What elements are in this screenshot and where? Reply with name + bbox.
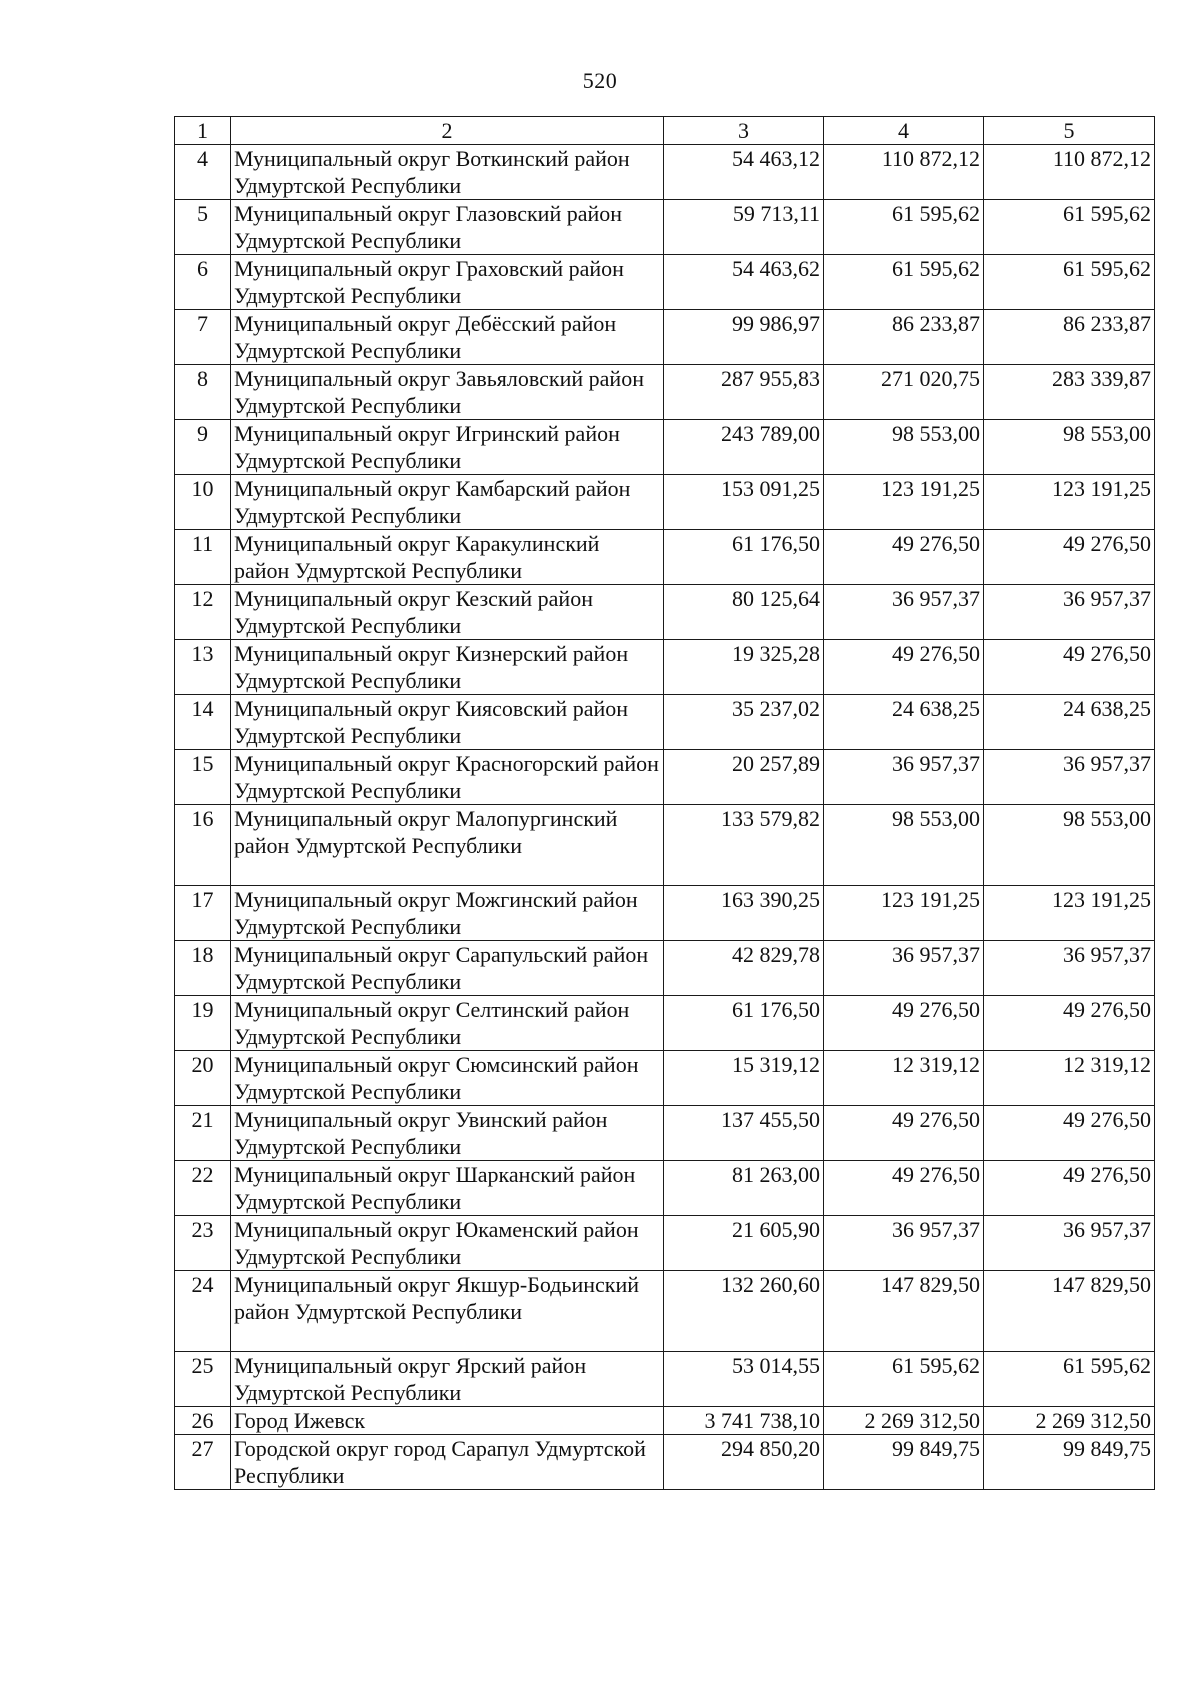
row-number: 21	[175, 1106, 231, 1161]
value-column-5: 49 276,50	[984, 996, 1155, 1051]
value-column-4: 110 872,12	[824, 145, 984, 200]
municipality-name: Муниципальный округ Малопургинский район Удмуртской Республики	[231, 805, 664, 886]
municipality-name: Муниципальный округ Юкаменский район Удмуртской Республики	[231, 1216, 664, 1271]
value-column-5: 99 849,75	[984, 1435, 1155, 1490]
table-row	[175, 996, 1155, 1051]
row-number: 12	[175, 585, 231, 640]
value-column-5: 49 276,50	[984, 640, 1155, 695]
municipality-name: Муниципальный округ Сюмсинский район Удмуртской Республики	[231, 1051, 664, 1106]
value-column-5: 61 595,62	[984, 1352, 1155, 1407]
municipality-name: Муниципальный округ Каракулинский район Удмуртской Республики	[231, 530, 664, 585]
value-column-3: 153 091,25	[664, 475, 824, 530]
value-column-3: 133 579,82	[664, 805, 824, 886]
table-row	[175, 1161, 1155, 1216]
value-column-4: 36 957,37	[824, 585, 984, 640]
value-column-3: 243 789,00	[664, 420, 824, 475]
value-column-5: 147 829,50	[984, 1271, 1155, 1352]
table-row	[175, 941, 1155, 996]
municipality-name: Городской округ город Сарапул Удмуртской Республики	[231, 1435, 664, 1490]
row-number: 10	[175, 475, 231, 530]
column-header-1: 1	[175, 117, 231, 145]
municipality-name: Муниципальный округ Камбарский район Удмуртской Республики	[231, 475, 664, 530]
table-row	[175, 310, 1155, 365]
value-column-3: 15 319,12	[664, 1051, 824, 1106]
value-column-3: 163 390,25	[664, 886, 824, 941]
municipality-name: Муниципальный округ Селтинский район Удмуртской Республики	[231, 996, 664, 1051]
value-column-3: 294 850,20	[664, 1435, 824, 1490]
row-number: 5	[175, 200, 231, 255]
table-header-row	[175, 117, 1155, 145]
value-column-5: 2 269 312,50	[984, 1407, 1155, 1435]
value-column-3: 54 463,62	[664, 255, 824, 310]
value-column-4: 36 957,37	[824, 941, 984, 996]
value-column-4: 99 849,75	[824, 1435, 984, 1490]
value-column-4: 2 269 312,50	[824, 1407, 984, 1435]
row-number: 17	[175, 886, 231, 941]
value-column-5: 36 957,37	[984, 941, 1155, 996]
row-number: 7	[175, 310, 231, 365]
municipality-name: Муниципальный округ Глазовский район Удмуртской Республики	[231, 200, 664, 255]
table-row	[175, 695, 1155, 750]
municipality-name: Муниципальный округ Кезский район Удмуртской Республики	[231, 585, 664, 640]
value-column-5: 36 957,37	[984, 585, 1155, 640]
value-column-5: 123 191,25	[984, 475, 1155, 530]
value-column-4: 61 595,62	[824, 1352, 984, 1407]
municipality-name: Муниципальный округ Граховский район Удмуртской Республики	[231, 255, 664, 310]
table-row	[175, 365, 1155, 420]
value-column-4: 86 233,87	[824, 310, 984, 365]
value-column-5: 24 638,25	[984, 695, 1155, 750]
value-column-3: 21 605,90	[664, 1216, 824, 1271]
value-column-3: 35 237,02	[664, 695, 824, 750]
row-number: 27	[175, 1435, 231, 1490]
municipality-name: Город Ижевск	[231, 1407, 664, 1435]
row-number: 13	[175, 640, 231, 695]
page-number: 520	[582, 68, 618, 93]
value-column-3: 53 014,55	[664, 1352, 824, 1407]
value-column-4: 49 276,50	[824, 1106, 984, 1161]
municipality-name: Муниципальный округ Завьяловский район Удмуртской Республики	[231, 365, 664, 420]
value-column-5: 123 191,25	[984, 886, 1155, 941]
row-number: 19	[175, 996, 231, 1051]
value-column-5: 98 553,00	[984, 420, 1155, 475]
municipality-name: Муниципальный округ Киясовский район Удмуртской Республики	[231, 695, 664, 750]
value-column-3: 42 829,78	[664, 941, 824, 996]
table-row	[175, 640, 1155, 695]
value-column-4: 36 957,37	[824, 1216, 984, 1271]
table-row	[175, 585, 1155, 640]
value-column-4: 49 276,50	[824, 1161, 984, 1216]
row-number: 20	[175, 1051, 231, 1106]
value-column-5: 12 319,12	[984, 1051, 1155, 1106]
table-row	[175, 750, 1155, 805]
value-column-4: 123 191,25	[824, 886, 984, 941]
value-column-4: 147 829,50	[824, 1271, 984, 1352]
value-column-4: 271 020,75	[824, 365, 984, 420]
column-header-3: 3	[664, 117, 824, 145]
row-number: 18	[175, 941, 231, 996]
table-row	[175, 1352, 1155, 1407]
table-row	[175, 805, 1155, 886]
table-row	[175, 420, 1155, 475]
table-row	[175, 145, 1155, 200]
municipality-name: Муниципальный округ Красногорский район Удмуртской Республики	[231, 750, 664, 805]
row-number: 23	[175, 1216, 231, 1271]
value-column-3: 59 713,11	[664, 200, 824, 255]
value-column-4: 61 595,62	[824, 200, 984, 255]
row-number: 24	[175, 1271, 231, 1352]
value-column-5: 49 276,50	[984, 530, 1155, 585]
row-number: 22	[175, 1161, 231, 1216]
value-column-4: 36 957,37	[824, 750, 984, 805]
data-table	[174, 116, 1155, 1490]
value-column-5: 49 276,50	[984, 1106, 1155, 1161]
row-number: 26	[175, 1407, 231, 1435]
municipality-name: Муниципальный округ Якшур-Бодьинский район Удмуртской Республики	[231, 1271, 664, 1352]
value-column-5: 110 872,12	[984, 145, 1155, 200]
value-column-4: 61 595,62	[824, 255, 984, 310]
column-header-5: 5	[984, 117, 1155, 145]
row-number: 11	[175, 530, 231, 585]
table-row	[175, 1216, 1155, 1271]
table-row	[175, 1435, 1155, 1490]
table-row	[175, 886, 1155, 941]
value-column-3: 54 463,12	[664, 145, 824, 200]
municipality-name: Муниципальный округ Ярский район Удмуртской Республики	[231, 1352, 664, 1407]
row-number: 4	[175, 145, 231, 200]
value-column-3: 137 455,50	[664, 1106, 824, 1161]
value-column-4: 49 276,50	[824, 530, 984, 585]
table-row	[175, 255, 1155, 310]
table-row	[175, 1051, 1155, 1106]
municipality-name: Муниципальный округ Можгинский район Удмуртской Республики	[231, 886, 664, 941]
value-column-3: 19 325,28	[664, 640, 824, 695]
value-column-5: 61 595,62	[984, 255, 1155, 310]
row-number: 9	[175, 420, 231, 475]
value-column-5: 98 553,00	[984, 805, 1155, 886]
value-column-4: 98 553,00	[824, 805, 984, 886]
value-column-3: 80 125,64	[664, 585, 824, 640]
value-column-4: 49 276,50	[824, 640, 984, 695]
value-column-5: 36 957,37	[984, 1216, 1155, 1271]
value-column-3: 3 741 738,10	[664, 1407, 824, 1435]
value-column-3: 61 176,50	[664, 530, 824, 585]
value-column-3: 99 986,97	[664, 310, 824, 365]
column-header-2: 2	[231, 117, 664, 145]
table-row	[175, 1271, 1155, 1352]
value-column-3: 20 257,89	[664, 750, 824, 805]
row-number: 14	[175, 695, 231, 750]
value-column-4: 98 553,00	[824, 420, 984, 475]
value-column-5: 283 339,87	[984, 365, 1155, 420]
value-column-3: 61 176,50	[664, 996, 824, 1051]
value-column-5: 49 276,50	[984, 1161, 1155, 1216]
table-row	[175, 1407, 1155, 1435]
table-row	[175, 530, 1155, 585]
municipality-name: Муниципальный округ Кизнерский район Удмуртской Республики	[231, 640, 664, 695]
municipality-name: Муниципальный округ Шарканский район Удмуртской Республики	[231, 1161, 664, 1216]
value-column-4: 24 638,25	[824, 695, 984, 750]
value-column-4: 12 319,12	[824, 1051, 984, 1106]
value-column-3: 132 260,60	[664, 1271, 824, 1352]
municipality-name: Муниципальный округ Игринский район Удмуртской Республики	[231, 420, 664, 475]
value-column-5: 86 233,87	[984, 310, 1155, 365]
table-row	[175, 200, 1155, 255]
column-header-4: 4	[824, 117, 984, 145]
table-row	[175, 475, 1155, 530]
table-row	[175, 1106, 1155, 1161]
municipality-name: Муниципальный округ Увинский район Удмуртской Республики	[231, 1106, 664, 1161]
row-number: 25	[175, 1352, 231, 1407]
row-number: 8	[175, 365, 231, 420]
value-column-5: 36 957,37	[984, 750, 1155, 805]
value-column-3: 287 955,83	[664, 365, 824, 420]
value-column-5: 61 595,62	[984, 200, 1155, 255]
municipality-name: Муниципальный округ Сарапульский район Удмуртской Республики	[231, 941, 664, 996]
value-column-3: 81 263,00	[664, 1161, 824, 1216]
row-number: 16	[175, 805, 231, 886]
municipality-name: Муниципальный округ Дебёсский район Удмуртской Республики	[231, 310, 664, 365]
municipality-name: Муниципальный округ Воткинский район Удмуртской Республики	[231, 145, 664, 200]
value-column-4: 49 276,50	[824, 996, 984, 1051]
value-column-4: 123 191,25	[824, 475, 984, 530]
row-number: 6	[175, 255, 231, 310]
row-number: 15	[175, 750, 231, 805]
